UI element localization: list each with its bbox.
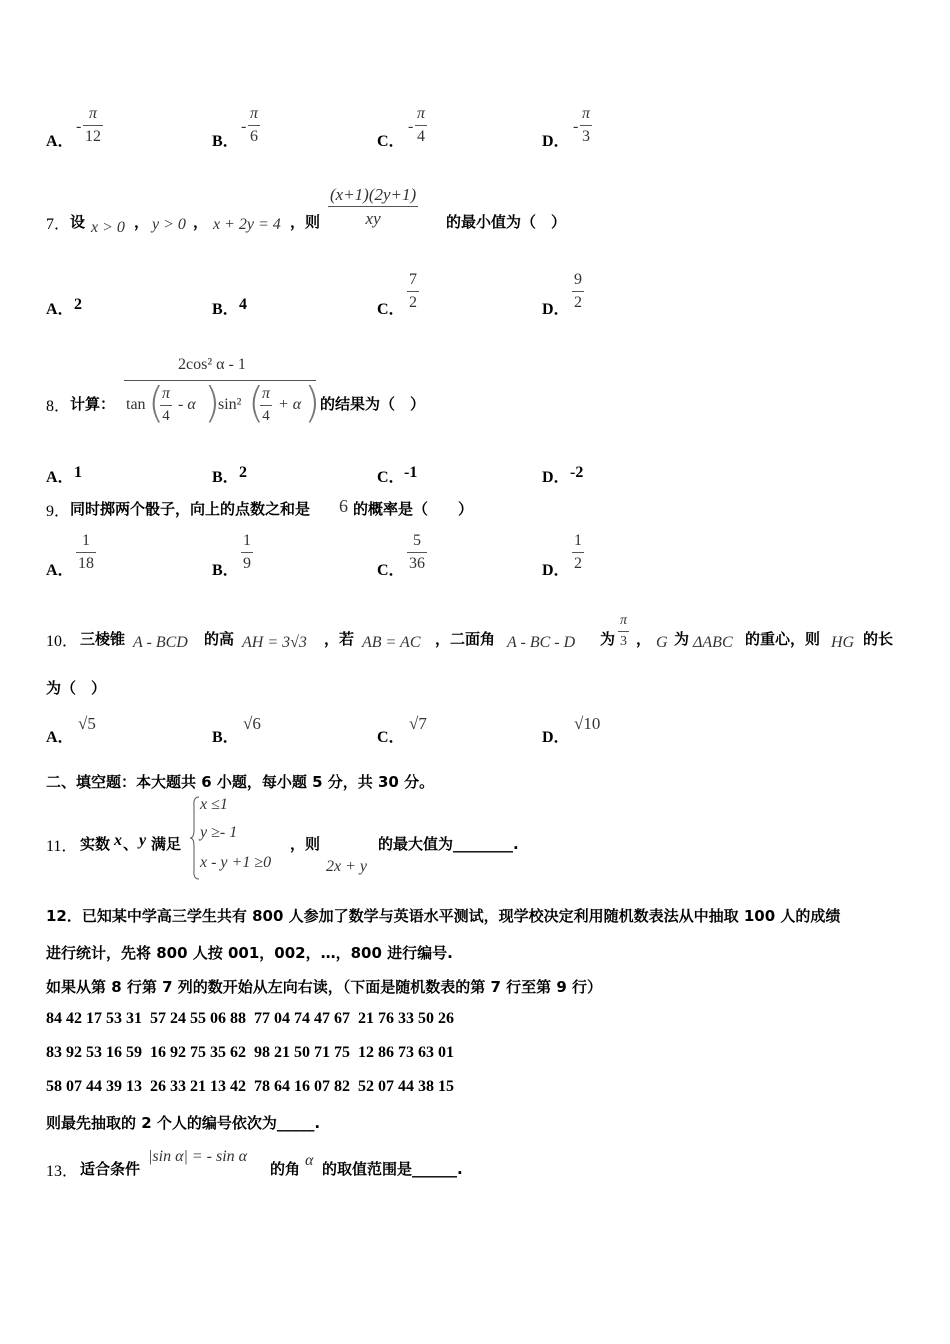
q7-text-1: 设	[70, 213, 86, 231]
q10-math-triangle: ΔABC	[693, 634, 733, 651]
q8-option-d-label: D．	[542, 469, 570, 486]
q10-number: 10．	[46, 633, 79, 650]
q10-math-pyramid: A - BCD	[133, 634, 188, 651]
q10-angle-fraction: π 3	[620, 613, 628, 649]
q13-number: 13．	[46, 1163, 79, 1180]
q6-option-a-label: A．	[46, 133, 74, 150]
q8-left-paren-1: (	[148, 378, 165, 427]
q8-number: 8．	[46, 398, 71, 415]
q7-option-c-value: 7 2	[409, 271, 417, 311]
q7-comma-2: ，	[193, 213, 209, 231]
q13-alpha: α	[305, 1152, 314, 1169]
q8-right-paren-2: )	[304, 378, 321, 427]
q10-option-b-label: B．	[212, 729, 239, 746]
q7-option-a-value: 2	[74, 296, 82, 313]
q11-expression: 2x + y	[326, 858, 367, 875]
q10-math-dihedral: A - BC - D	[507, 634, 576, 651]
q13-text-1: 适合条件	[80, 1160, 141, 1178]
q11-var-x: x	[114, 832, 122, 849]
q10-text-line-2: 为（ ）	[46, 679, 107, 697]
q9-number: 9．	[46, 503, 71, 520]
q7-number: 7．	[46, 216, 71, 233]
q12-random-row-7: 84 42 17 53 31 57 24 55 06 88 77 04 74 47 67 21 76 33 50 26	[46, 1010, 454, 1027]
q7-cond-y: y > 0	[152, 216, 186, 233]
q6-option-b-label: B．	[212, 133, 239, 150]
q9-option-b-value: 1 9	[243, 532, 251, 572]
q8-option-a-value: 1	[74, 464, 82, 481]
q6-option-c-value: π 4	[417, 105, 426, 145]
q9-text-1: 同时掷两个骰子，向上的点数之和是	[70, 500, 311, 518]
q9-six: 6	[339, 496, 348, 516]
q12-line-1: 12．已知某中学高三学生共有 800 人参加了数学与英语水平测试，现学校决定利用随机数表法从中抽取 100 人的成绩	[46, 907, 841, 925]
q8-expr-numerator: 2cos² α - 1	[178, 356, 246, 373]
q13-condition: |sin α| = - sin α	[148, 1148, 248, 1165]
section-2-heading: 二、填空题：本大题共 6 小题，每小题 5 分，共 30 分。	[46, 773, 435, 791]
q11-left-brace	[190, 796, 200, 880]
q7-option-d-value: 9 2	[574, 271, 582, 311]
q6-option-c-sign: -	[408, 118, 414, 135]
q10-text-8: 的重心，则	[745, 630, 821, 648]
q6-option-b-value: π 6	[250, 105, 259, 145]
q7-option-d-label: D．	[542, 301, 570, 318]
q7-expression: (x+1)(2y+1) xy	[330, 185, 417, 228]
q8-inner-fraction-1: π 4	[162, 385, 171, 424]
q7-text-2: ，则	[290, 213, 321, 231]
q11-condition-1: x ≤1	[200, 796, 228, 813]
q11-text-4: 的最大值为________.	[378, 835, 519, 853]
q11-condition-2: y ≥- 1	[200, 824, 238, 841]
q9-text-2: 的概率是（ ）	[353, 500, 474, 518]
q7-cond-sum: x + 2y = 4	[213, 216, 281, 233]
q10-text-9: 的长	[863, 630, 894, 648]
q8-inner-tail-1: - α	[178, 396, 196, 413]
q10-option-b-value: √6	[243, 714, 261, 733]
q10-text-3: ，若	[324, 630, 355, 648]
q8-option-c-value: -1	[404, 464, 418, 481]
q7-cond-x: x > 0	[91, 219, 125, 236]
q8-option-a-label: A．	[46, 469, 74, 486]
q6-option-b-sign: -	[241, 118, 247, 135]
q10-math-hg: HG	[831, 634, 855, 651]
q8-option-b-value: 2	[239, 464, 247, 481]
q10-option-d-value: √10	[574, 714, 601, 733]
q10-text-4: ，二面角	[435, 630, 496, 648]
q6-option-a-value: π 12	[85, 105, 101, 145]
q10-option-c-value: √7	[409, 714, 427, 733]
q12-last-line: 则最先抽取的 2 个人的编号依次为_____.	[46, 1114, 321, 1132]
q7-option-b-value: 4	[239, 296, 247, 313]
q10-option-d-label: D．	[542, 729, 570, 746]
q11-separator: 、	[123, 835, 139, 853]
q10-option-c-label: C．	[377, 729, 405, 746]
q13-text-3: 的取值范围是______.	[322, 1160, 463, 1178]
q6-option-c-label: C．	[377, 133, 405, 150]
q6-option-d-sign: -	[573, 118, 579, 135]
q6-option-d-value: π 3	[582, 105, 591, 145]
q9-option-a-value: 1 18	[78, 532, 94, 572]
q7-comma-1: ，	[134, 213, 150, 231]
q11-number: 11．	[46, 838, 78, 855]
q8-option-c-label: C．	[377, 469, 405, 486]
q13-text-2: 的角	[270, 1160, 301, 1178]
q10-text-6: ，	[636, 630, 652, 648]
q11-constraint-system	[190, 796, 290, 880]
q7-option-a-label: A．	[46, 301, 74, 318]
q9-option-a-label: A．	[46, 562, 74, 579]
q12-line-2: 进行统计，先将 800 人按 001，002，…，800 进行编号.	[46, 944, 453, 962]
q10-text-1: 三棱锥	[80, 630, 126, 648]
q8-expression	[122, 356, 321, 432]
q10-math-equal: AB = AC	[362, 634, 421, 651]
q7-option-b-label: B．	[212, 301, 239, 318]
q9-option-d-value: 1 2	[574, 532, 582, 572]
q12-random-row-9: 58 07 44 39 13 26 33 21 13 42 78 64 16 07 82 52 07 44 38 15	[46, 1078, 454, 1095]
q12-random-row-8: 83 92 53 16 59 16 92 75 35 62 98 21 50 71 75 12 86 73 63 01	[46, 1044, 454, 1061]
q9-option-b-label: B．	[212, 562, 239, 579]
q8-option-d-value: -2	[570, 464, 584, 481]
q10-text-7: 为	[674, 630, 690, 648]
q10-text-2: 的高	[204, 630, 235, 648]
q8-tan: tan	[126, 396, 146, 413]
q7-text-3: 的最小值为（ ）	[446, 213, 567, 231]
q11-text-1: 实数	[80, 835, 111, 853]
q10-math-height: AH = 3√3	[242, 634, 307, 651]
q8-inner-fraction-2: π 4	[262, 385, 271, 424]
q8-inner-tail-2: + α	[278, 396, 302, 413]
q9-option-d-label: D．	[542, 562, 570, 579]
q8-text-2: 的结果为（ ）	[320, 395, 426, 413]
q8-option-b-label: B．	[212, 469, 239, 486]
q11-text-3: ，则	[290, 835, 321, 853]
q6-option-a-sign: -	[76, 118, 82, 135]
q10-math-g: G	[656, 634, 668, 651]
q11-var-y: y	[139, 832, 147, 849]
q11-text-2: 满足	[151, 835, 182, 853]
q10-option-a-value: √5	[78, 714, 96, 733]
q8-sin-squared: sin²	[218, 396, 242, 413]
q9-option-c-label: C．	[377, 562, 405, 579]
q8-left-paren-2: (	[248, 378, 265, 427]
q6-option-d-label: D．	[542, 133, 570, 150]
q10-option-a-label: A．	[46, 729, 74, 746]
q11-condition-3: x - y +1 ≥0	[200, 854, 272, 871]
q8-text-1: 计算：	[70, 395, 116, 413]
q8-right-paren-1: )	[204, 378, 221, 427]
q9-option-c-value: 5 36	[409, 532, 425, 572]
q7-option-c-label: C．	[377, 301, 405, 318]
q12-line-3: 如果从第 8 行第 7 列的数开始从左向右读，（下面是随机数表的第 7 行至第 9 行）	[46, 978, 603, 996]
q10-text-5: 为	[600, 630, 616, 648]
